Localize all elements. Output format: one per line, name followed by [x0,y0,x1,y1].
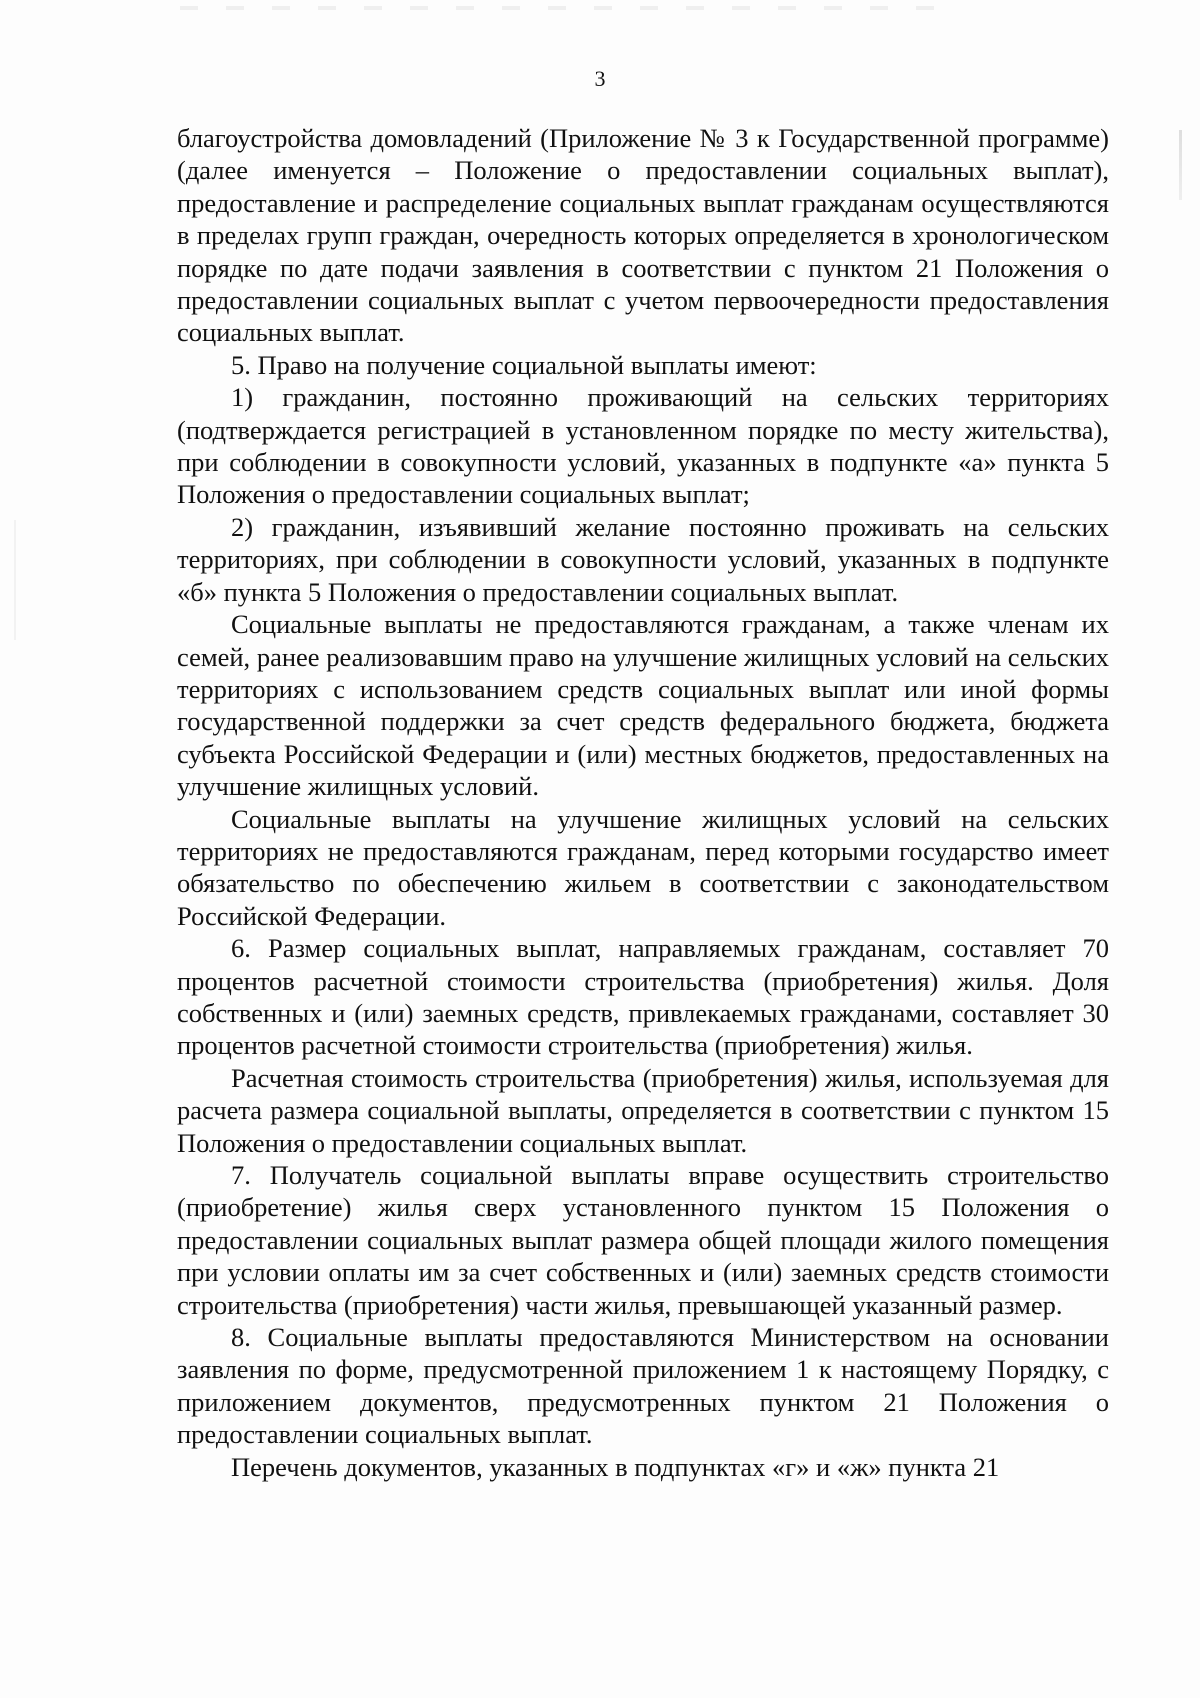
paragraph-item-6: 6. Размер социальных выплат, направляемых гражданам, составляет 70 процентов расчетной стоимости строительства (приобретения) жилья. Доля собственных и (или) заемных средств, привлекаемых гражданами, составляет 30 процентов расчетной стоимости строительства (приобретения) жилья. [177,933,1109,1061]
paragraph-exclusion-2: Социальные выплаты на улучшение жилищных условий на сельских территориях не предоставляются гражданам, перед которыми государство имеет обязательство по обеспечению жильем в соответствии с законодательством Российской Федерации. [177,803,1109,931]
paragraph-item-5-1: 1) гражданин, постоянно проживающий на сельских территориях (подтверждается регистрацией в установленном порядке по месту жительства), при соблюдении в совокупности условий, указанных в подпункте «а» пункта 5 Положения о предоставлении социальных выплат; [177,382,1109,510]
paragraph-item-8: 8. Социальные выплаты предоставляются Министерством на основании заявления по форме, предусмотренной приложением 1 к настоящему Порядку, с приложением документов, предусмотренных пунктом 21 Положения о предоставлении социальных выплат. [177,1322,1109,1450]
scan-artifact-top [180,6,940,10]
paragraph-calculation-cost: Расчетная стоимость строительства (приобретения) жилья, используемая для расчета размера социальной выплаты, определяется в соответствии с пунктом 15 Положения о предоставлении социальных выплат. [177,1062,1109,1158]
page-number: 3 [594,66,606,91]
scan-artifact-left-edge [14,520,16,640]
document-body [177,122,1109,1483]
paragraph-continuation: благоустройства домовладений (Приложение № 3 к Государственной программе) (далее именуется – Положение о предоставлении социальных выплат), предоставление и распределение социальных выплат гражданам осуществляются в пределах групп граждан, очередность которых определяется в хронологическом порядке по дате подачи заявления в соответствии с пунктом 21 Положения о предоставлении социальных выплат с учетом первоочередности предоставления социальных выплат. [177,123,1109,348]
scan-artifact-right-edge [1179,130,1182,200]
paragraph-item-7: 7. Получатель социальной выплаты вправе осуществить строительство (приобретение) жилья сверх установленного пунктом 15 Положения о предоставлении социальных выплат размера общей площади жилого помещения при условии оплаты им за счет собственных и (или) заемных средств стоимости строительства (приобретения) части жилья, превышающей указанный размер. [177,1160,1109,1320]
paragraph-item-5-2: 2) гражданин, изъявивший желание постоянно проживать на сельских территориях, при соблюдении в совокупности условий, указанных в подпункте «б» пункта 5 Положения о предоставлении социальных выплат. [177,511,1109,607]
paragraph-item-5: 5. Право на получение социальной выплаты имеют: [231,349,817,380]
paragraph-exclusion-1: Социальные выплаты не предоставляются гражданам, а также членам их семей, ранее реализовавшим право на улучшение жилищных условий на сельских территориях с использованием средств социальных выплат или иной формы государственной поддержки за счет средств федерального бюджета, бюджета субъекта Российской Федерации и (или) местных бюджетов, предоставленных на улучшение жилищных условий. [177,609,1109,802]
paragraph-document-list: Перечень документов, указанных в подпунктах «г» и «ж» пункта 21 [231,1451,1000,1482]
